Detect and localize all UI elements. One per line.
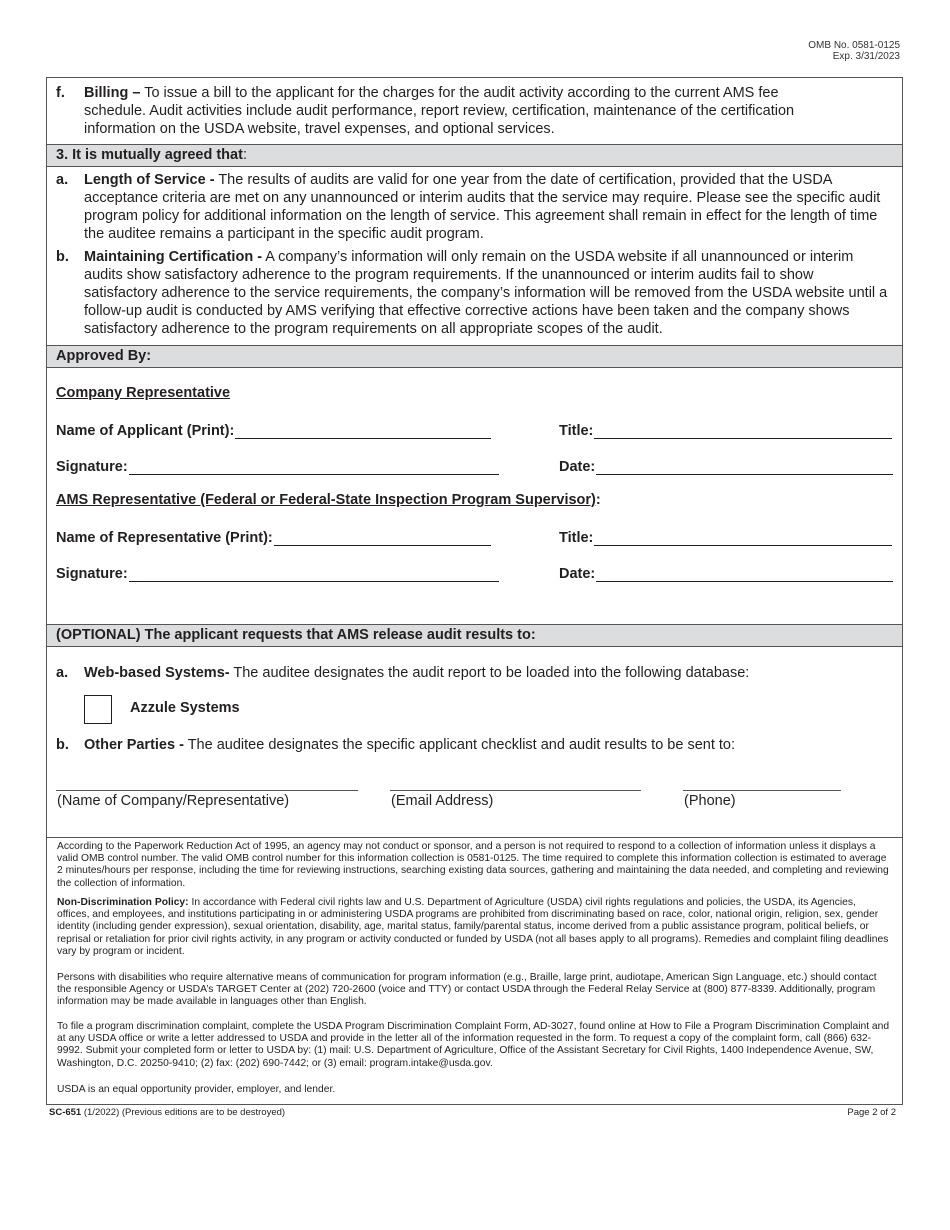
page-number: Page 2 of 2: [847, 1107, 896, 1118]
length-of-service-text: The results of audits are valid for one year from the date of certification, provided that the USDA acceptance criteria are met on any unannounced or interim audits that the service may require. Please see the specific audit program policy for additional information on the length of service. This agreement shall remain in effect for the length of time the auditee remains a participant in the specific audit program.: [84, 172, 881, 242]
applicant-title-field[interactable]: [594, 423, 892, 439]
applicant-date-label: Date:: [559, 459, 596, 475]
billing-title: Billing –: [84, 85, 141, 101]
fine-print-divider: [47, 837, 902, 838]
equal-opportunity-statement: USDA is an equal opportunity provider, employer, and lender.: [57, 1084, 336, 1095]
representative-name-field[interactable]: [274, 530, 491, 546]
other-parties-paragraph: [56, 736, 890, 754]
applicant-title-row: [559, 419, 892, 439]
applicant-name-label: Name of Applicant (Print):: [56, 423, 235, 439]
maintaining-certification-title: Maintaining Certification -: [84, 249, 263, 265]
email-address-field[interactable]: [390, 790, 641, 791]
applicant-date-row: [559, 455, 893, 475]
representative-date-label: Date:: [559, 566, 596, 582]
section-3-heading: 3. It is mutually agreed that:: [47, 144, 902, 167]
non-discrimination-text: In accordance with Federal civil rights law and U.S. Department of Agriculture (USDA) civil rights regulations and policies, the USDA, its Agencies, offices, and employees, and institutions participating in or administering USDA programs are prohibited from discriminating based on race, color, national origin, religion, sex, gender identity (including gender expression), sexual orientation, disability, age, marital status, family/parental status, income derived from a public assistance program, political beliefs, or reprisal or retaliation for prior civil rights activity, in any program or activity conducted or funded by USDA (not all bases apply to all programs). Remedies and complaint filing deadlines vary by program or incident.: [57, 897, 889, 957]
phone-caption: (Phone): [684, 793, 736, 809]
representative-signature-row: [56, 562, 499, 582]
omb-expiration: Exp. 3/31/2023: [832, 51, 900, 62]
ams-representative-heading: AMS Representative (Federal or Federal-State Inspection Program Supervisor):: [56, 492, 601, 508]
item-letter: a.: [56, 665, 69, 681]
form-id-footer: SC-651 (1/2022) (Previous editions are to be destroyed): [49, 1107, 286, 1118]
applicant-signature-field[interactable]: [129, 459, 499, 475]
company-representative-field[interactable]: [56, 790, 358, 791]
disabilities-notice: Persons with disabilities who require alternative means of communication for program information (e.g., Braille, large print, audiotape, American Sign Language, etc.) should contact the responsible Agency or USDA’s TARGET Center at (202) 720-2600 (voice and TTY) or contact USDA through the Federal Relay Service at (800) 877-8339. Additionally, program information may be made available in languages other than English.: [57, 972, 877, 1008]
optional-release-heading: (OPTIONAL) The applicant requests that AMS release audit results to:: [47, 624, 902, 647]
phone-field[interactable]: [683, 790, 841, 791]
maintaining-certification-text: A company’s information will only remain on the USDA website if all unannounced or interim audits show satisfactory adherence to the program requirements. If the unannounced or interim audits fail to show satisfactory adherence to the service requirements, the company’s information will be removed from the USDA website until a follow-up audit is conducted by AMS verifying that effective corrective actions have been taken and the company shows satisfactory adherence to the program requirements on all appropriate scopes of the audit.: [84, 249, 888, 337]
representative-signature-label: Signature:: [56, 566, 128, 582]
representative-name-label: Name of Representative (Print):: [56, 530, 273, 546]
representative-title-field[interactable]: [594, 530, 892, 546]
email-address-caption: (Email Address): [391, 793, 494, 809]
billing-letter: f.: [56, 85, 65, 101]
representative-name-row: [56, 526, 491, 546]
representative-signature-field[interactable]: [129, 566, 499, 582]
billing-paragraph: [56, 84, 812, 138]
approved-by-heading: Approved By:: [47, 345, 902, 368]
other-parties-text: The auditee designates the specific applicant checklist and audit results to be sent to:: [187, 737, 736, 753]
omb-block: [808, 40, 900, 62]
billing-text: To issue a bill to the applicant for the charges for the audit activity according to the current AMS fee schedule. Audit activities include audit performance, report review, certification, maintenance of the certification information on the USDA website, travel expenses, and optional services.: [84, 85, 795, 137]
web-based-systems-text: The auditee designates the audit report to be loaded into the following database:: [233, 665, 750, 681]
applicant-name-field[interactable]: [235, 423, 491, 439]
web-based-systems-title: Web-based Systems-: [84, 665, 230, 681]
non-discrimination-title: Non-Discrimination Policy:: [57, 897, 189, 908]
representative-date-field[interactable]: [596, 566, 893, 582]
omb-number: OMB No. 0581-0125: [808, 40, 900, 51]
length-of-service-paragraph: [56, 171, 890, 243]
azzule-systems-label: Azzule Systems: [130, 700, 240, 716]
maintaining-certification-paragraph: [56, 248, 890, 338]
applicant-title-label: Title:: [559, 423, 594, 439]
azzule-systems-checkbox[interactable]: [84, 695, 112, 724]
applicant-signature-label: Signature:: [56, 459, 128, 475]
applicant-date-field[interactable]: [596, 459, 893, 475]
length-of-service-title: Length of Service -: [84, 172, 215, 188]
applicant-name-row: [56, 419, 491, 439]
complaint-notice: To file a program discrimination complaint, complete the USDA Program Discrimination Complaint Form, AD-3027, found online at How to File a Program Discrimination Complaint and at any USDA office or write a letter addressed to USDA and provide in the letter all of the information requested in the form. To request a copy of the complaint form, call (866) 632-9992. Submit your completed form or letter to USDA by: (1) mail: U.S. Department of Agriculture, Office of the Assistant Secretary for Civil Rights, 1400 Independence Avenue, SW, Washington, D.C. 20250-9410; (2) fax: (202) 690-7442; or (3) email: program.intake@usda.gov.: [57, 1021, 890, 1069]
item-letter: b.: [56, 249, 69, 265]
non-discrimination-policy: [57, 897, 890, 958]
representative-title-label: Title:: [559, 530, 594, 546]
item-letter: a.: [56, 172, 69, 188]
paperwork-reduction-notice: According to the Paperwork Reduction Act of 1995, an agency may not conduct or sponsor, and a person is not required to respond to a collection of information unless it displays a valid OMB control number. The valid OMB control number for this information collection is 0581-0125. The time required to complete this information collection is estimated to average 2 minutes/hours per response, including the time for reviewing instructions, searching existing data sources, gathering and maintaining the data needed, and completing and reviewing the collection of information.: [57, 841, 889, 889]
applicant-signature-row: [56, 455, 499, 475]
company-representative-caption: (Name of Company/Representative): [57, 793, 290, 809]
other-parties-title: Other Parties -: [84, 737, 184, 753]
representative-title-row: [559, 526, 892, 546]
representative-date-row: [559, 562, 893, 582]
company-representative-heading: Company Representative: [56, 385, 231, 401]
web-based-systems-paragraph: [56, 664, 890, 682]
item-letter: b.: [56, 737, 69, 753]
form-frame: [46, 77, 903, 1105]
